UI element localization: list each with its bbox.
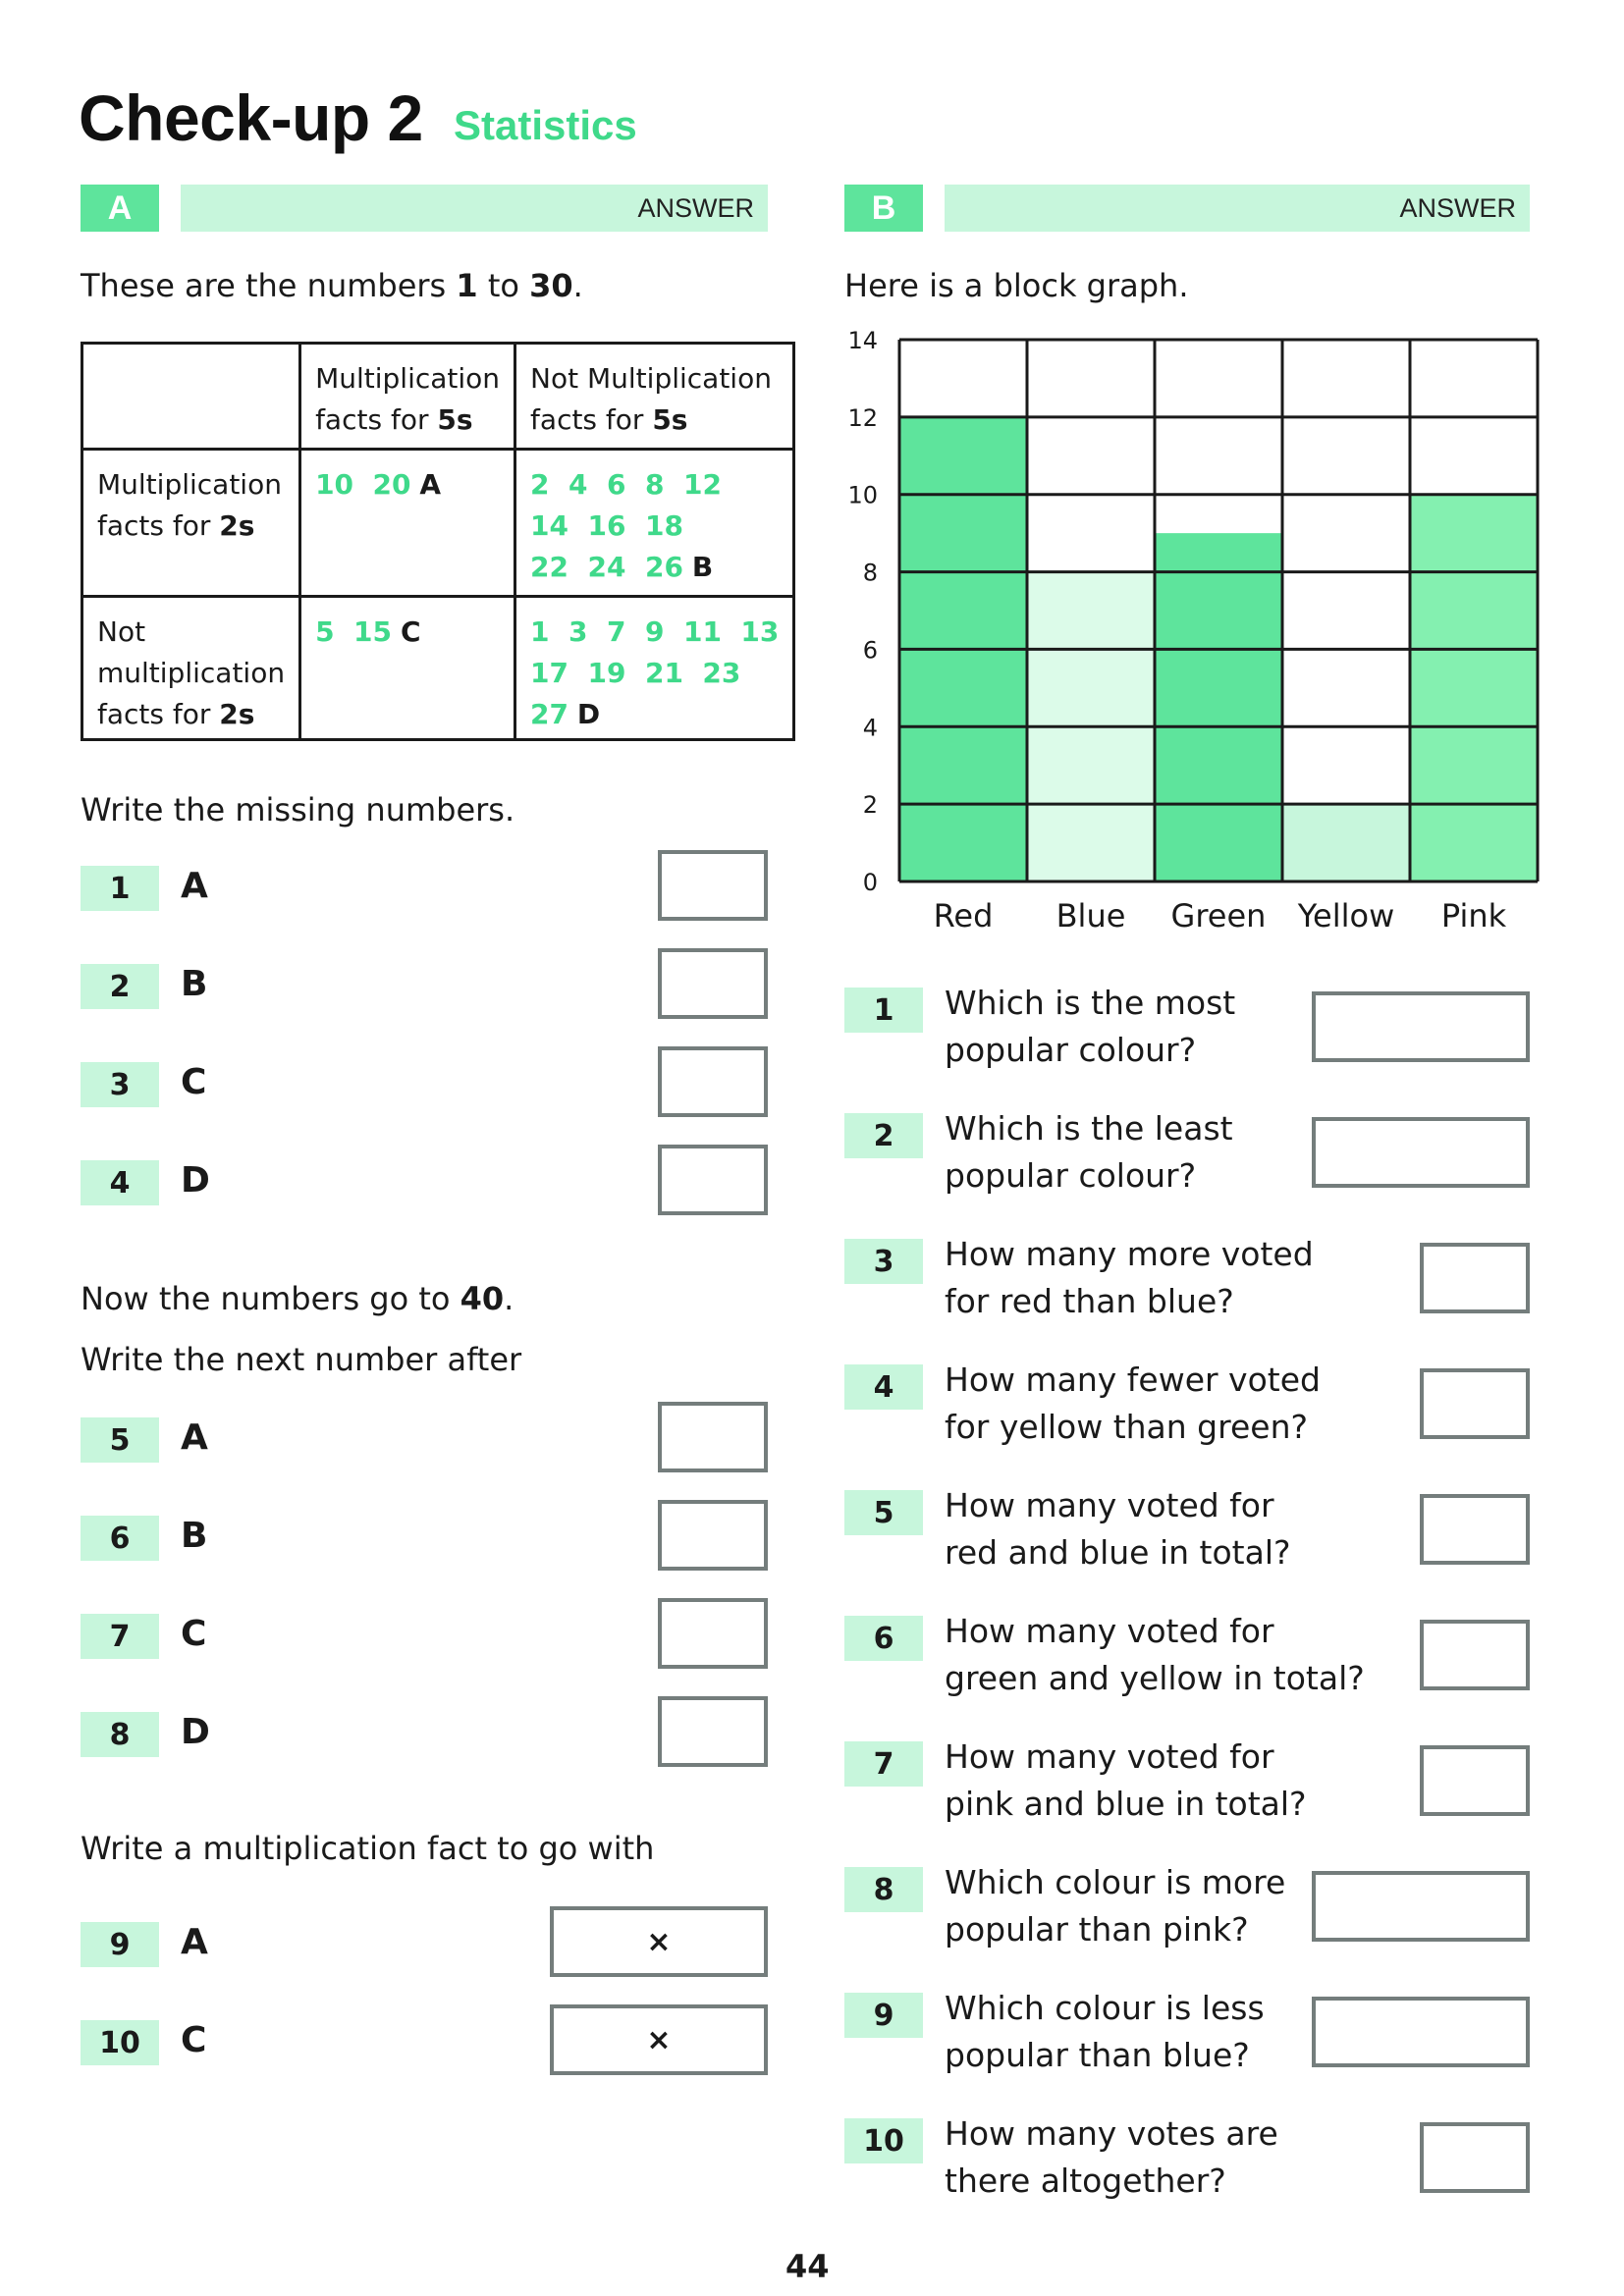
y-tick-label: 6 (862, 636, 878, 665)
answer-box[interactable] (1420, 2122, 1530, 2193)
section-b-answer-bar: ANSWER (945, 185, 1530, 232)
answer-box[interactable] (658, 1145, 768, 1215)
question-number: 2 (844, 1113, 923, 1158)
answer-box[interactable] (1420, 1368, 1530, 1439)
page-title: Check-up 2 (79, 81, 423, 154)
bar-pink (1410, 495, 1538, 881)
answer-box[interactable] (658, 1696, 768, 1767)
table-col-header-mult-5: Multiplication facts for 5s (300, 344, 515, 450)
multiplication-answer-box[interactable]: × (550, 2004, 768, 2075)
mult-fact-instruction: Write a multiplication fact to go with (81, 1830, 655, 1867)
question-number: 8 (81, 1712, 159, 1757)
y-tick-label: 14 (847, 327, 878, 354)
question-letter: B (181, 1516, 208, 1556)
bar-green (1155, 533, 1282, 881)
question-letter: D (181, 1712, 210, 1752)
next-number-instruction: Write the next number after (81, 1341, 522, 1378)
question-letter: D (181, 1160, 210, 1201)
write-missing-instruction: Write the missing numbers. (81, 791, 515, 828)
question-text: Which colour is more popular than pink? (945, 1863, 1286, 1949)
question-number: 1 (844, 988, 923, 1033)
y-tick-label: 2 (862, 791, 878, 820)
question-letter: C (181, 1062, 207, 1102)
table-col-header-not-mult-5: Not Multiplication facts for 5s (515, 344, 794, 450)
x-category-label: Red (933, 897, 994, 934)
section-b-intro: Here is a block graph. (844, 267, 1189, 304)
answer-box[interactable] (658, 948, 768, 1019)
question-letter: C (181, 1614, 207, 1654)
question-text: How many voted for green and yellow in total? (945, 1612, 1365, 1697)
table-row-header-mult-2: Multiplication facts for 2s (82, 450, 300, 597)
now-numbers-instruction: Now the numbers go to 40. (81, 1280, 514, 1317)
question-letter: A (181, 1922, 208, 1962)
question-number: 10 (844, 2118, 923, 2163)
x-category-label: Green (1170, 897, 1267, 934)
answer-box[interactable] (1312, 1117, 1530, 1188)
answer-box[interactable] (658, 850, 768, 921)
question-letter: A (181, 1417, 208, 1458)
table-corner-cell (82, 344, 300, 450)
answer-box[interactable] (658, 1500, 768, 1571)
question-text: How many more voted for red than blue? (945, 1235, 1314, 1320)
section-b-badge: B (844, 185, 923, 232)
block-graph (825, 314, 1551, 942)
question-number: 6 (81, 1516, 159, 1561)
table-cell-mult2-notmult5: 2 4 6 8 12 14 16 18 22 24 26 B (515, 450, 794, 597)
answer-box[interactable] (658, 1598, 768, 1669)
question-text: Which colour is less popular than blue? (945, 1989, 1265, 2074)
question-text: Which is the least popular colour? (945, 1109, 1233, 1195)
question-text: How many fewer voted for yellow than green? (945, 1361, 1321, 1446)
question-text: Which is the most popular colour? (945, 984, 1236, 1069)
question-number: 6 (844, 1616, 923, 1661)
table-row-header-not-mult-2: Not multiplication facts for 2s (82, 597, 300, 740)
question-number: 7 (844, 1741, 923, 1787)
question-number: 10 (81, 2020, 159, 2065)
question-number: 7 (81, 1614, 159, 1659)
section-a-answer-bar: ANSWER (181, 185, 768, 232)
table-cell-mult2-mult5: 10 20 A (300, 450, 515, 597)
answer-box[interactable] (1420, 1243, 1530, 1313)
question-letter: C (181, 2020, 207, 2060)
section-a-badge: A (81, 185, 159, 232)
page-number: 44 (785, 2248, 830, 2285)
question-text: How many voted for pink and blue in total? (945, 1737, 1307, 1823)
answer-box[interactable] (1312, 1871, 1530, 1942)
table-cell-notmult2-notmult5: 1 3 7 9 11 13 17 19 21 23 27 D (515, 597, 794, 740)
section-a-intro: These are the numbers 1 to 30. (81, 267, 583, 304)
y-tick-label: 0 (862, 869, 878, 896)
question-text: How many voted for red and blue in total? (945, 1486, 1291, 1572)
answer-box[interactable] (1420, 1494, 1530, 1565)
x-category-label: Pink (1440, 897, 1507, 934)
x-category-label: Blue (1056, 897, 1126, 934)
question-number: 3 (844, 1239, 923, 1284)
question-number: 1 (81, 866, 159, 911)
answer-box[interactable] (1312, 1997, 1530, 2067)
x-category-label: Yellow (1297, 897, 1395, 934)
page-subtitle: Statistics (454, 102, 637, 148)
question-text: How many votes are there altogether? (945, 2114, 1278, 2200)
question-number: 5 (81, 1417, 159, 1463)
question-number: 9 (81, 1922, 159, 1967)
question-number: 4 (81, 1160, 159, 1205)
y-tick-label: 8 (862, 559, 878, 587)
question-number: 3 (81, 1062, 159, 1107)
y-tick-label: 12 (847, 403, 878, 432)
answer-box[interactable] (658, 1402, 768, 1472)
question-number: 2 (81, 964, 159, 1009)
bar-yellow (1282, 804, 1410, 881)
question-number: 5 (844, 1490, 923, 1535)
multiplication-answer-box[interactable]: × (550, 1906, 768, 1977)
question-letter: B (181, 964, 208, 1004)
answer-box[interactable] (658, 1046, 768, 1117)
y-tick-label: 10 (847, 481, 878, 509)
question-number: 9 (844, 1993, 923, 2038)
question-number: 4 (844, 1364, 923, 1410)
answer-box[interactable] (1420, 1620, 1530, 1690)
question-number: 8 (844, 1867, 923, 1912)
sorting-table (81, 342, 795, 741)
question-letter: A (181, 866, 208, 906)
answer-box[interactable] (1420, 1745, 1530, 1816)
y-tick-label: 4 (862, 714, 878, 742)
answer-box[interactable] (1312, 991, 1530, 1062)
table-cell-notmult2-mult5: 5 15 C (300, 597, 515, 740)
